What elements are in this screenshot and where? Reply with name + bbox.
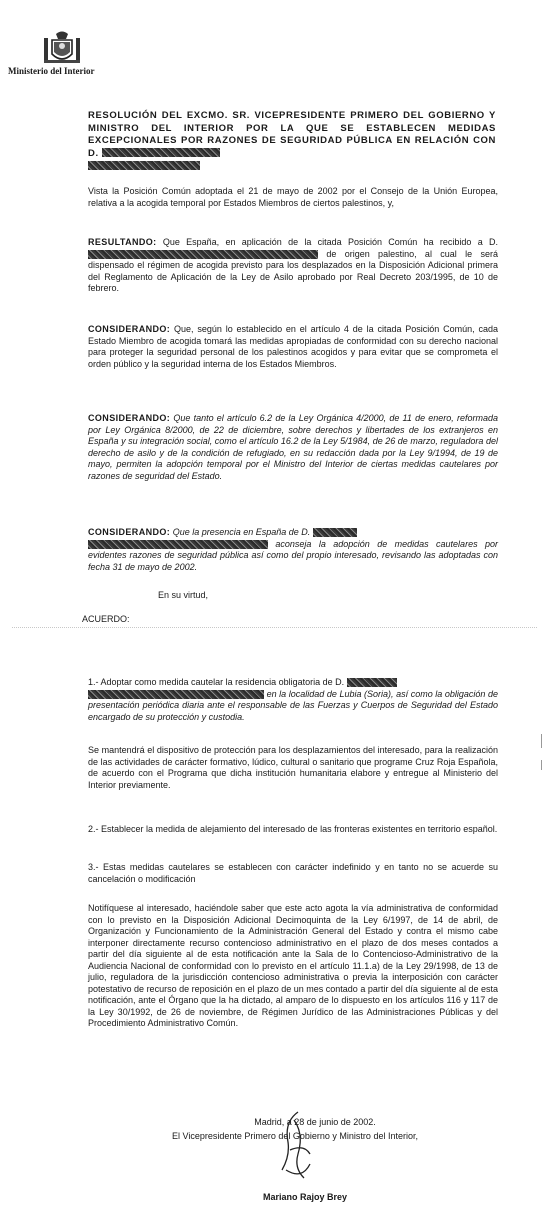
paragraph-notifiquese: Notifíquese al interesado, haciéndole saber que este acto agota la vía administrativa de conformidad con lo previsto en la Disposición Adicional Decimoquinta de la Ley 6/1997, de 14 de abril, de Organización y Funcionamiento de la Administración General del Estado y contra el mismo cabe interponer directamente recurso contencioso administrativo en el plazo de dos meses contados a partir del día siguiente al de esta notificación ante la Sala de lo Contencioso-Administrativo de la Audiencia Nacional de conformidad con lo previsto en el artículo 11.1.a) de la Ley 29/1998, de 13 de julio, reguladora de la jurisdicción contencioso administrativa o previa la interposición con carácter potestativo de recurso de reposición en el plazo de un mes contado a partir del día siguiente al de esta notificación, ante el Órgano que la ha dictado, al amparo de lo dispuesto en los artículos 116 y 117 de la Ley 30/1992, de 26 de noviembre, de Régimen Jurídico de las Administraciones Públicas y del Procedimiento Administrativo Común. [88, 903, 498, 1028]
acuerdo-heading: ACUERDO: [82, 614, 130, 624]
redaction-box [313, 528, 357, 537]
punto-1-text-b: en la localidad de Lubia (Soria), así como la obligación de presentación periódica diaria ante el responsable de las Fuerzas y Cuerpos de Seguridad del Estado encargado de su protección y custodia. [88, 688, 498, 722]
considerando-3-text-b: aconseja la adopción de medidas cautelares por evidentes razones de seguridad pública así como del propio interesado, revisando las adoptadas con fecha 31 de mayo de 2002. [88, 538, 498, 572]
en-su-virtud: En su virtud, [158, 590, 209, 600]
paragraph-punto-2: 2.- Establecer la medida de alejamiento del interesado de las fronteras existentes en territorio español. [88, 824, 498, 834]
considerando-3-text-a: Que la presencia en España de D. [170, 527, 311, 537]
paragraph-considerando-1 [88, 324, 498, 370]
paragraph-resultando [88, 237, 498, 295]
considerando-label: CONSIDERANDO: [88, 324, 171, 334]
scan-artifact [541, 734, 542, 748]
punto-1-text-a: 1.- Adoptar como medida cautelar la residencia obligatoria de D. [88, 677, 345, 687]
paragraph-considerando-3 [88, 527, 498, 573]
paragraph-punto-1 [88, 677, 498, 723]
redaction-box [88, 161, 200, 170]
handwritten-signature-icon [268, 1110, 328, 1185]
resultando-text-b: de origen palestino, al cual le será dispensado el régimen de acogida previsto para los desplazados en la Disposición Adicional primera del Reglamento de Aplicación de la Ley de Asilo aprobado por Real Decreto 203/1995, de 10 de febrero. [88, 248, 498, 293]
considerando-label: CONSIDERANDO: [88, 413, 171, 423]
paragraph-considerando-2 [88, 413, 498, 482]
redaction-box [88, 690, 264, 699]
considerando-1-text: Que, según lo establecido en el artículo 4 de la citada Posición Común, cada Estado Miembro de acogida tomará las medidas apropiadas de conformidad con su derecho nacional para proteger la seguridad personal de los palestinos acogidos y para evitar que se comprometa el orden público y la seguridad interna de los Estados Miembros. [88, 324, 498, 369]
ministry-name: Ministerio del Interior [8, 66, 95, 76]
considerando-label: CONSIDERANDO: [88, 527, 171, 537]
signature-date: Madrid, a 28 de junio de 2002. [254, 1117, 376, 1127]
title-text: RESOLUCIÓN DEL EXCMO. SR. VICEPRESIDENTE PRIMERO DEL GOBIERNO Y MINISTRO DEL INTERIOR POR LA QUE SE ESTABLECEN MEDIDAS EXCEPCIONALES POR RAZONES DE SEGURIDAD PÚBLICA EN RELACIÓN CON D. [88, 110, 496, 159]
signatory-name: Mariano Rajoy Brey [262, 1192, 348, 1202]
redaction-box [347, 678, 397, 687]
considerando-2-text: Que tanto el artículo 6.2 de la Ley Orgánica 4/2000, de 11 de enero, reformada por Ley Orgánica 8/2000, de 22 de diciembre, sobre derechos y libertades de los extranjeros en España y su integración social, como el artículo 16.2 de la Ley 5/1984, de 26 de marzo, reguladora del derecho de asilo y de la condición de refugiado, en su redacción dada por la Ley 9/1994, de 19 de mayo, permiten la adopción temporal por el Ministro del Interior de ciertas medidas cautelares por razones de seguridad del Estado. [88, 413, 498, 481]
paragraph-punto-3: 3.- Estas medidas cautelares se establecen con carácter indefinido y en tanto no se acuerde su cancelación o modificación [88, 862, 498, 884]
document-title [88, 110, 496, 173]
redaction-box [102, 148, 220, 157]
resultando-label: RESULTANDO: [88, 237, 157, 247]
redaction-box [88, 540, 268, 549]
scan-artifact [541, 760, 542, 770]
signature-role: El Vicepresidente Primero del Gobierno y Ministro del Interior, [172, 1131, 418, 1141]
resultando-text-a: Que España, en aplicación de la citada Posición Común ha recibido a D. [156, 237, 498, 247]
page-divider [12, 627, 537, 628]
coat-of-arms-icon [40, 30, 84, 68]
paragraph-vista: Vista la Posición Común adoptada el 21 de mayo de 2002 por el Consejo de la Unión Europea, relativa a la acogida temporal por Estados Miembros de ciertos palestinos, y, [88, 186, 498, 208]
paragraph-proteccion: Se mantendrá el dispositivo de protección para los desplazamientos del interesado, para la realización de las actividades de carácter formativo, lúdico, cultural o sanitario que programe Cruz Roja Española, de acuerdo con el Programa que dicha institución humanitaria elabore y entregue al Ministerio del Interior previamente. [88, 745, 498, 790]
redaction-box [88, 250, 318, 259]
